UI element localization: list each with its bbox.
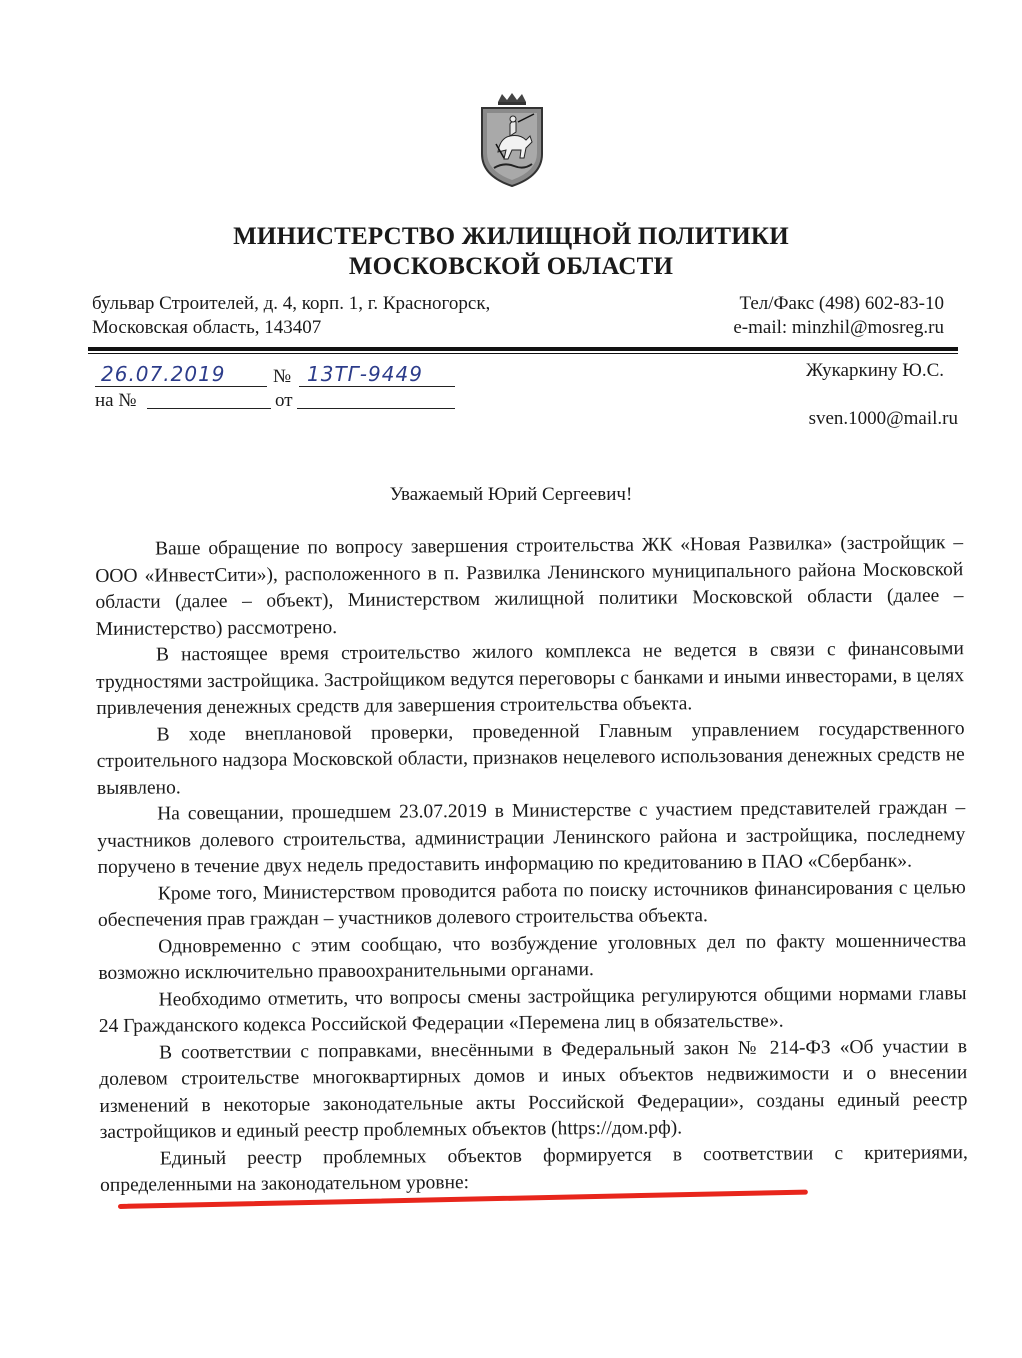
header-divider-thick <box>88 347 958 351</box>
paragraph-4: На совещании, прошедшем 23.07.2019 в Министерстве с участием представителей граждан – участников долевого строительства, администрации Ленинского района и застройщика, последнему поручено в течение двух недель предоставить информацию по кредитованию в ПАО «Сбербанк». <box>97 797 966 878</box>
phone-fax: Тел/Факс (498) 602-83-10 <box>739 293 944 314</box>
letter-body <box>95 530 968 1199</box>
outgoing-date: 26.07.2019 <box>101 362 226 386</box>
greeting: Уважаемый Юрий Сергеевич! <box>389 484 633 505</box>
ministry-contacts <box>733 292 944 340</box>
paragraph-8: В соответствии с поправками, внесёнными в Федеральный закон № 214-ФЗ «Об участии в долевом строительстве многоквартирных домов и иных объектов недвижимости и о внесении изменений в некоторые законодательные акты Российской Федерации», созданы единый реестр застройщиков и единый реестр проблемных объектов (https://дом.рф). <box>99 1035 968 1143</box>
paragraph-7: Необходимо отметить, что вопросы смены застройщика регулируются общими нормами главы 24 Гражданского кодекса Российской Федерации «Перемена лиц в обязательстве». <box>98 982 967 1037</box>
paragraph-5: Кроме того, Министерством проводится работа по поиску источников финансирования с целью обеспечения прав граждан – участников долевого строительства объекта. <box>97 876 966 931</box>
address-line2: Московская область, 143407 <box>92 317 322 338</box>
paragraph-9: Единый реестр проблемных объектов формируется в соответствии с критериями, определенными на законодательном уровне: <box>100 1141 968 1196</box>
from-underline <box>297 408 455 409</box>
paragraph-3: В ходе внеплановой проверки, проведенной Главным управлением государственного строительного надзора Московской области, признаков нецелевого использования денежных средств не выявлено. <box>96 717 965 799</box>
header-divider-thin <box>88 353 958 354</box>
paragraph-6: Одновременно с этим сообщаю, что возбуждение уголовных дел по факту мошенничества возможно исключительно правоохранительными органами. <box>98 929 967 984</box>
reply-to-label: на № <box>95 390 137 411</box>
coat-of-arms-icon <box>474 92 550 188</box>
date-underline <box>95 386 267 387</box>
reply-to-underline <box>147 408 271 409</box>
paragraph-2: В настоящее время строительство жилого комплекса не ведется в связи с финансовыми трудностями застройщика. Застройщиком ведутся переговоры с банками и иными инвесторами, в целях привлечения денежных средств для завершения строительства объекта. <box>96 638 965 719</box>
outgoing-number: 13ТГ-9449 <box>307 362 423 386</box>
recipient-email: sven.1000@mail.ru <box>808 408 958 429</box>
ministry-title-line2: МОСКОВСКОЙ ОБЛАСТИ <box>348 253 674 280</box>
ministry-title-line1: МИНИСТЕРСТВО ЖИЛИЩНОЙ ПОЛИТИКИ <box>233 223 789 250</box>
ministry-address <box>92 292 490 340</box>
ministry-title <box>0 222 1022 282</box>
number-underline <box>299 386 455 387</box>
recipient-name: Жукаркину Ю.С. <box>806 360 944 381</box>
ministry-email: e-mail: minzhil@mosreg.ru <box>733 317 944 338</box>
number-label: № <box>273 366 292 387</box>
paragraph-1: Ваше обращение по вопросу завершения строительства ЖК «Новая Развилка» (застройщик – ООО «ИнвестСити»), расположенного в п. Развилка Ленинского муниципального района Московской области (далее – объект), Министерством жилищной политики Московской области (далее – Министерство) рассмотрено. <box>95 532 964 640</box>
address-line1: бульвар Строителей, д. 4, корп. 1, г. Красногорск, <box>92 293 491 314</box>
from-label: от <box>275 390 293 411</box>
